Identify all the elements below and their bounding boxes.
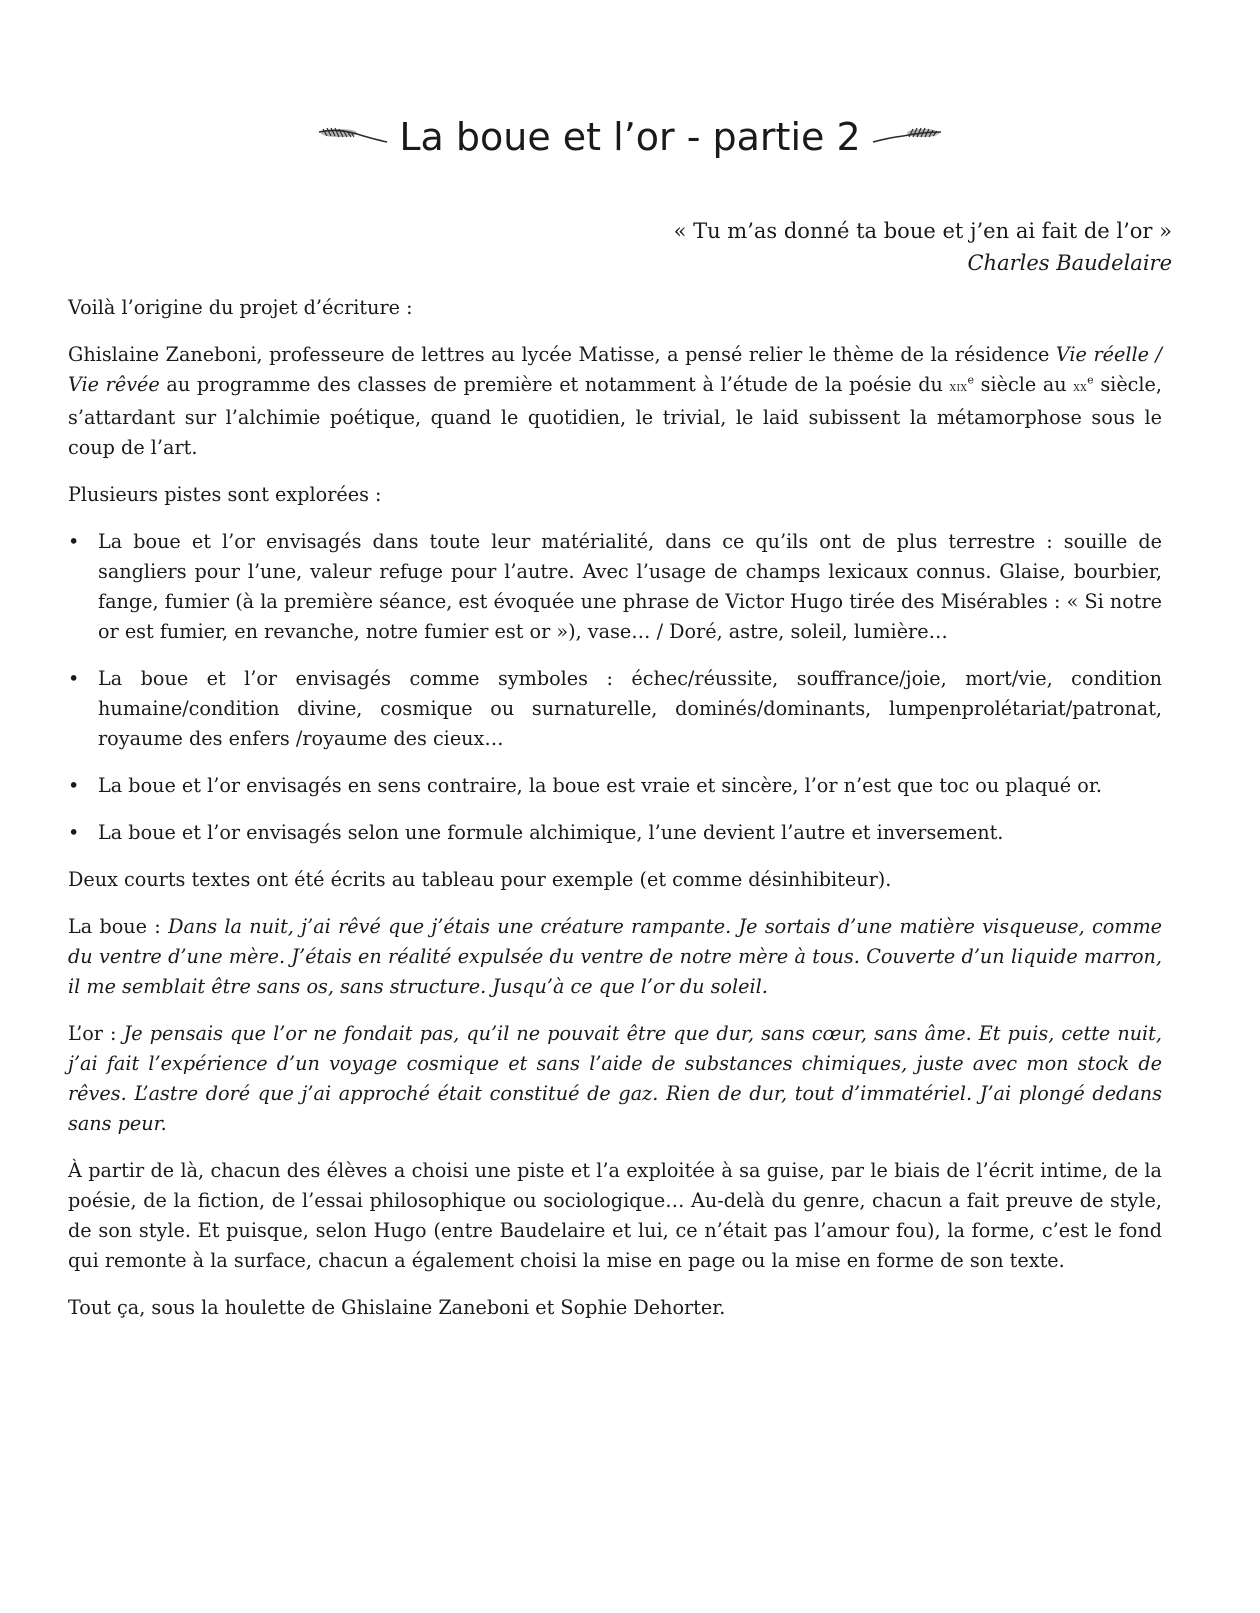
tracks-list xyxy=(68,527,1162,848)
boue-text: Dans la nuit, j’ai rêvé que j’étais une créature rampante. Je sortais d’une matière visqueuse, comme du ventre d’une mère. J’étais en réalité expulsée du ventre de notre mère à tous. Couverte d’un liquide marron, il me semblait être sans os, sans structure. Jusqu’à ce que l’or du soleil. xyxy=(68,915,1162,998)
residence-theme: Vie réelle / Vie rêvée xyxy=(68,343,1163,396)
context-text-2: au programme des classes de première et notamment à l’étude de la poésie du xyxy=(159,373,950,396)
page-title: La boue et l’or - partie 2 xyxy=(399,115,861,159)
century-20-sup: e xyxy=(1087,373,1094,387)
or-example xyxy=(68,1019,1162,1139)
examples-intro: Deux courts textes ont été écrits au tableau pour exemple (et comme désinhibiteur). xyxy=(68,868,892,891)
list-item xyxy=(68,527,1162,647)
epigraph xyxy=(674,215,1172,279)
outcome-paragraph: À partir de là, chacun des élèves a choisi une piste et l’a exploitée à sa guise, par le biais de l’écrit intime, de la poésie, de la fiction, de l’essai philosophique ou sociologique… Au-delà du genre, chacun a fait preuve de style, de son style. Et puisque, selon Hugo (entre Baudelaire et lui, ce n’était pas l’amour fou), la forme, c’est le fond qui remonte à la surface, chacun a également choisi la mise en page ou la mise en forme de son texte. xyxy=(68,1159,1162,1272)
body-text xyxy=(68,293,1162,1340)
boue-label: La boue : xyxy=(68,915,169,938)
or-text: Je pensais que l’or ne fondait pas, qu’il ne pouvait être que dur, sans cœur, sans âme. Et puis, cette nuit, j’ai fait l’expérience d’un voyage cosmique et sans l’aide de substances chimiques, juste avec mon stock de rêves. L’astre doré que j’ai approché était constitué de gaz. Rien de dur, tout d’immatériel. J’ai plongé dedans sans peur. xyxy=(68,1022,1162,1135)
feather-flourish-left-icon xyxy=(317,126,389,148)
list-item xyxy=(68,818,1162,848)
list-item xyxy=(68,664,1162,754)
bullet-icon: • xyxy=(68,530,80,553)
credits-paragraph: Tout ça, sous la houlette de Ghislaine Zaneboni et Sophie Dehorter. xyxy=(68,1296,726,1319)
or-label: L’or : xyxy=(68,1022,124,1045)
list-item-text: La boue et l’or envisagés dans toute leur matérialité, dans ce qu’ils ont de plus terrestre : souille de sangliers pour l’une, valeur refuge pour l’autre. Avec l’usage de champs lexicaux connus. Glaise, bourbier, fange, fumier (à la première séance, est évoquée une phrase de Victor Hugo tirée des Misérables : « Si notre or est fumier, en revanche, notre fumier est or »), vase… / Doré, astre, soleil, lumière… xyxy=(98,530,1162,643)
feather-flourish-right-icon xyxy=(871,126,943,148)
intro-paragraph: Voilà l’origine du projet d’écriture : xyxy=(68,296,413,319)
list-item-text: La boue et l’or envisagés en sens contraire, la boue est vraie et sincère, l’or n’est que toc ou plaqué or. xyxy=(98,774,1102,797)
epigraph-quote: « Tu m’as donné ta boue et j’en ai fait de l’or » xyxy=(673,219,1172,243)
list-item xyxy=(68,771,1162,801)
context-text-1: Ghislaine Zaneboni, professeure de lettres au lycée Matisse, a pensé relier le thème de la résidence xyxy=(68,343,1056,366)
bullet-icon: • xyxy=(68,774,80,797)
list-item-text: La boue et l’or envisagés selon une formule alchimique, l’une devient l’autre et inversement. xyxy=(98,821,1004,844)
bullet-icon: • xyxy=(68,667,80,690)
bullet-icon: • xyxy=(68,821,80,844)
list-item-text: La boue et l’or envisagés comme symboles : échec/réussite, souffrance/joie, mort/vie, condition humaine/condition divine, cosmique ou surnaturelle, dominés/dominants, lumpenprolétariat/patronat, royaume des enfers /royaume des cieux… xyxy=(98,667,1162,750)
boue-example xyxy=(68,912,1162,1002)
context-text-3: siècle au xyxy=(973,373,1074,396)
century-20: xx xyxy=(1073,380,1088,395)
century-19-sup: e xyxy=(967,373,974,387)
context-text-4: siècle, s’attardant sur l’alchimie poétique, quand le quotidien, le trivial, le laid subissent la métamorphose sous le coup de l’art. xyxy=(68,373,1163,459)
context-paragraph xyxy=(68,340,1162,463)
tracks-intro: Plusieurs pistes sont explorées : xyxy=(68,483,382,506)
epigraph-author: Charles Baudelaire xyxy=(967,251,1172,275)
century-19: xix xyxy=(949,380,968,395)
title-row xyxy=(0,115,1260,159)
